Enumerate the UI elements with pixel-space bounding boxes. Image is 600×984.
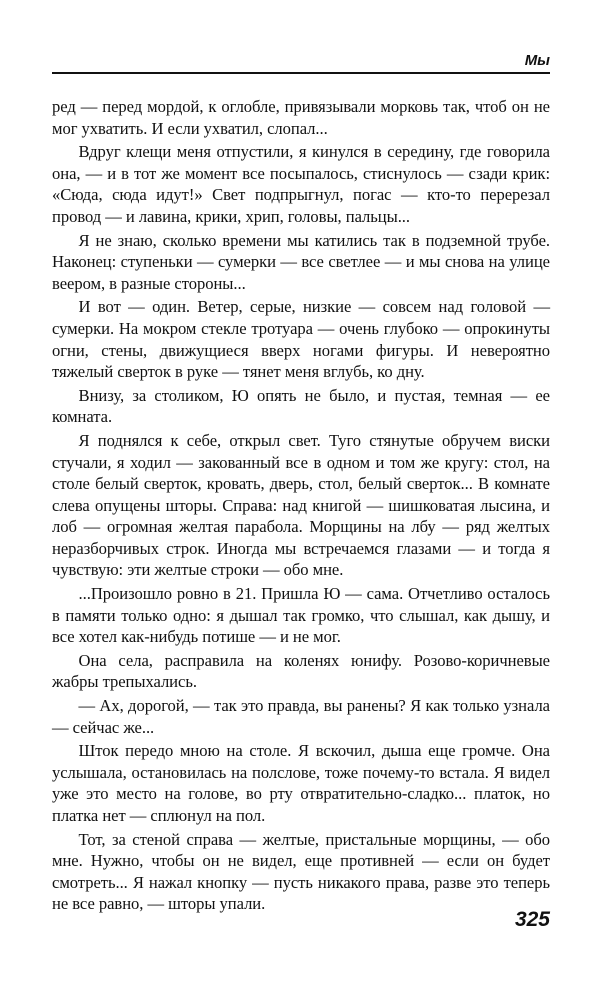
paragraph: Внизу, за столиком, Ю опять не было, и пустая, темная — ее комната. [52,385,550,427]
paragraph: И вот — один. Ветер, серые, низкие — совсем над головой — сумерки. На мокром стекле тротуара — очень глубоко — опрокинуты огни, стены, движущиеся вверх ногами фигуры. И невероятно тяжелый сверток в руке — тянет меня вглубь, ко дну. [52,297,550,382]
paragraph: ...Произошло ровно в 21. Пришла Ю — сама. Отчетливо осталось в памяти только одно: я дышал так громко, что слышал, как дышу, и все хотел как-нибудь потише — и не мог. [52,584,550,647]
paragraph: Вдруг клещи меня отпустили, я кинулся в середину, где говорила она, — и в тот же момент все посыпалось, стиснулось — сзади крик: «Сюда, сюда идут!» Свет подпрыгнул, погас — кто-то перерезал провод — и лавина, крики, хрип, головы, пальцы... [52,142,550,226]
body-text [52,96,550,917]
paragraph: Я не знаю, сколько времени мы катились так в подземной трубе. Наконец: ступеньки — сумерки — все светлее — и мы снова на улице веером, в разные стороны... [52,230,550,293]
header-rule [52,72,550,74]
paragraph: Тот, за стеной справа — желтые, пристальные морщины, — обо мне. Нужно, чтобы он не видел, еще противней — если он будет смотреть... Я нажал кнопку — пусть никакого права, разве это теперь не все равно, — шторы упали. [52,829,550,914]
paragraph: Я поднялся к себе, открыл свет. Туго стянутые обручем виски стучали, я ходил — закованный все в одном и том же кругу: стол, на столе белый сверток, кровать, дверь, стол, белый сверток... В комнате слева опущены шторы. Справа: над книгой — шишковатая лысина, и лоб — огромная желтая парабола. Морщины на лбу — ряд желтых неразборчивых строк. Иногда мы встречаемся глазами — и тогда я чувствую: эти желтые строки — обо мне. [52,430,550,580]
paragraph: ред — перед мордой, к оглобле, привязывали морковь так, чтоб он не мог ухватить. И если ухватил, слопал... [52,97,550,138]
paragraph: — Ах, дорогой, — так это правда, вы ранены? Я как только узнала — сейчас же... [52,696,550,737]
page-number: 325 [514,908,550,931]
paragraph: Она села, расправила на коленях юнифу. Розово-коричневые жабры трепыхались. [52,650,550,692]
paragraph: Шток передо мною на столе. Я вскочил, дыша еще громче. Она услышала, остановилась на полслове, тоже почему-то встала. Я видел уже это место на голове, во рту отвратительно-сладко... платок, но платка нет — сплюнул на пол. [52,741,550,825]
running-title: Мы [524,52,550,69]
